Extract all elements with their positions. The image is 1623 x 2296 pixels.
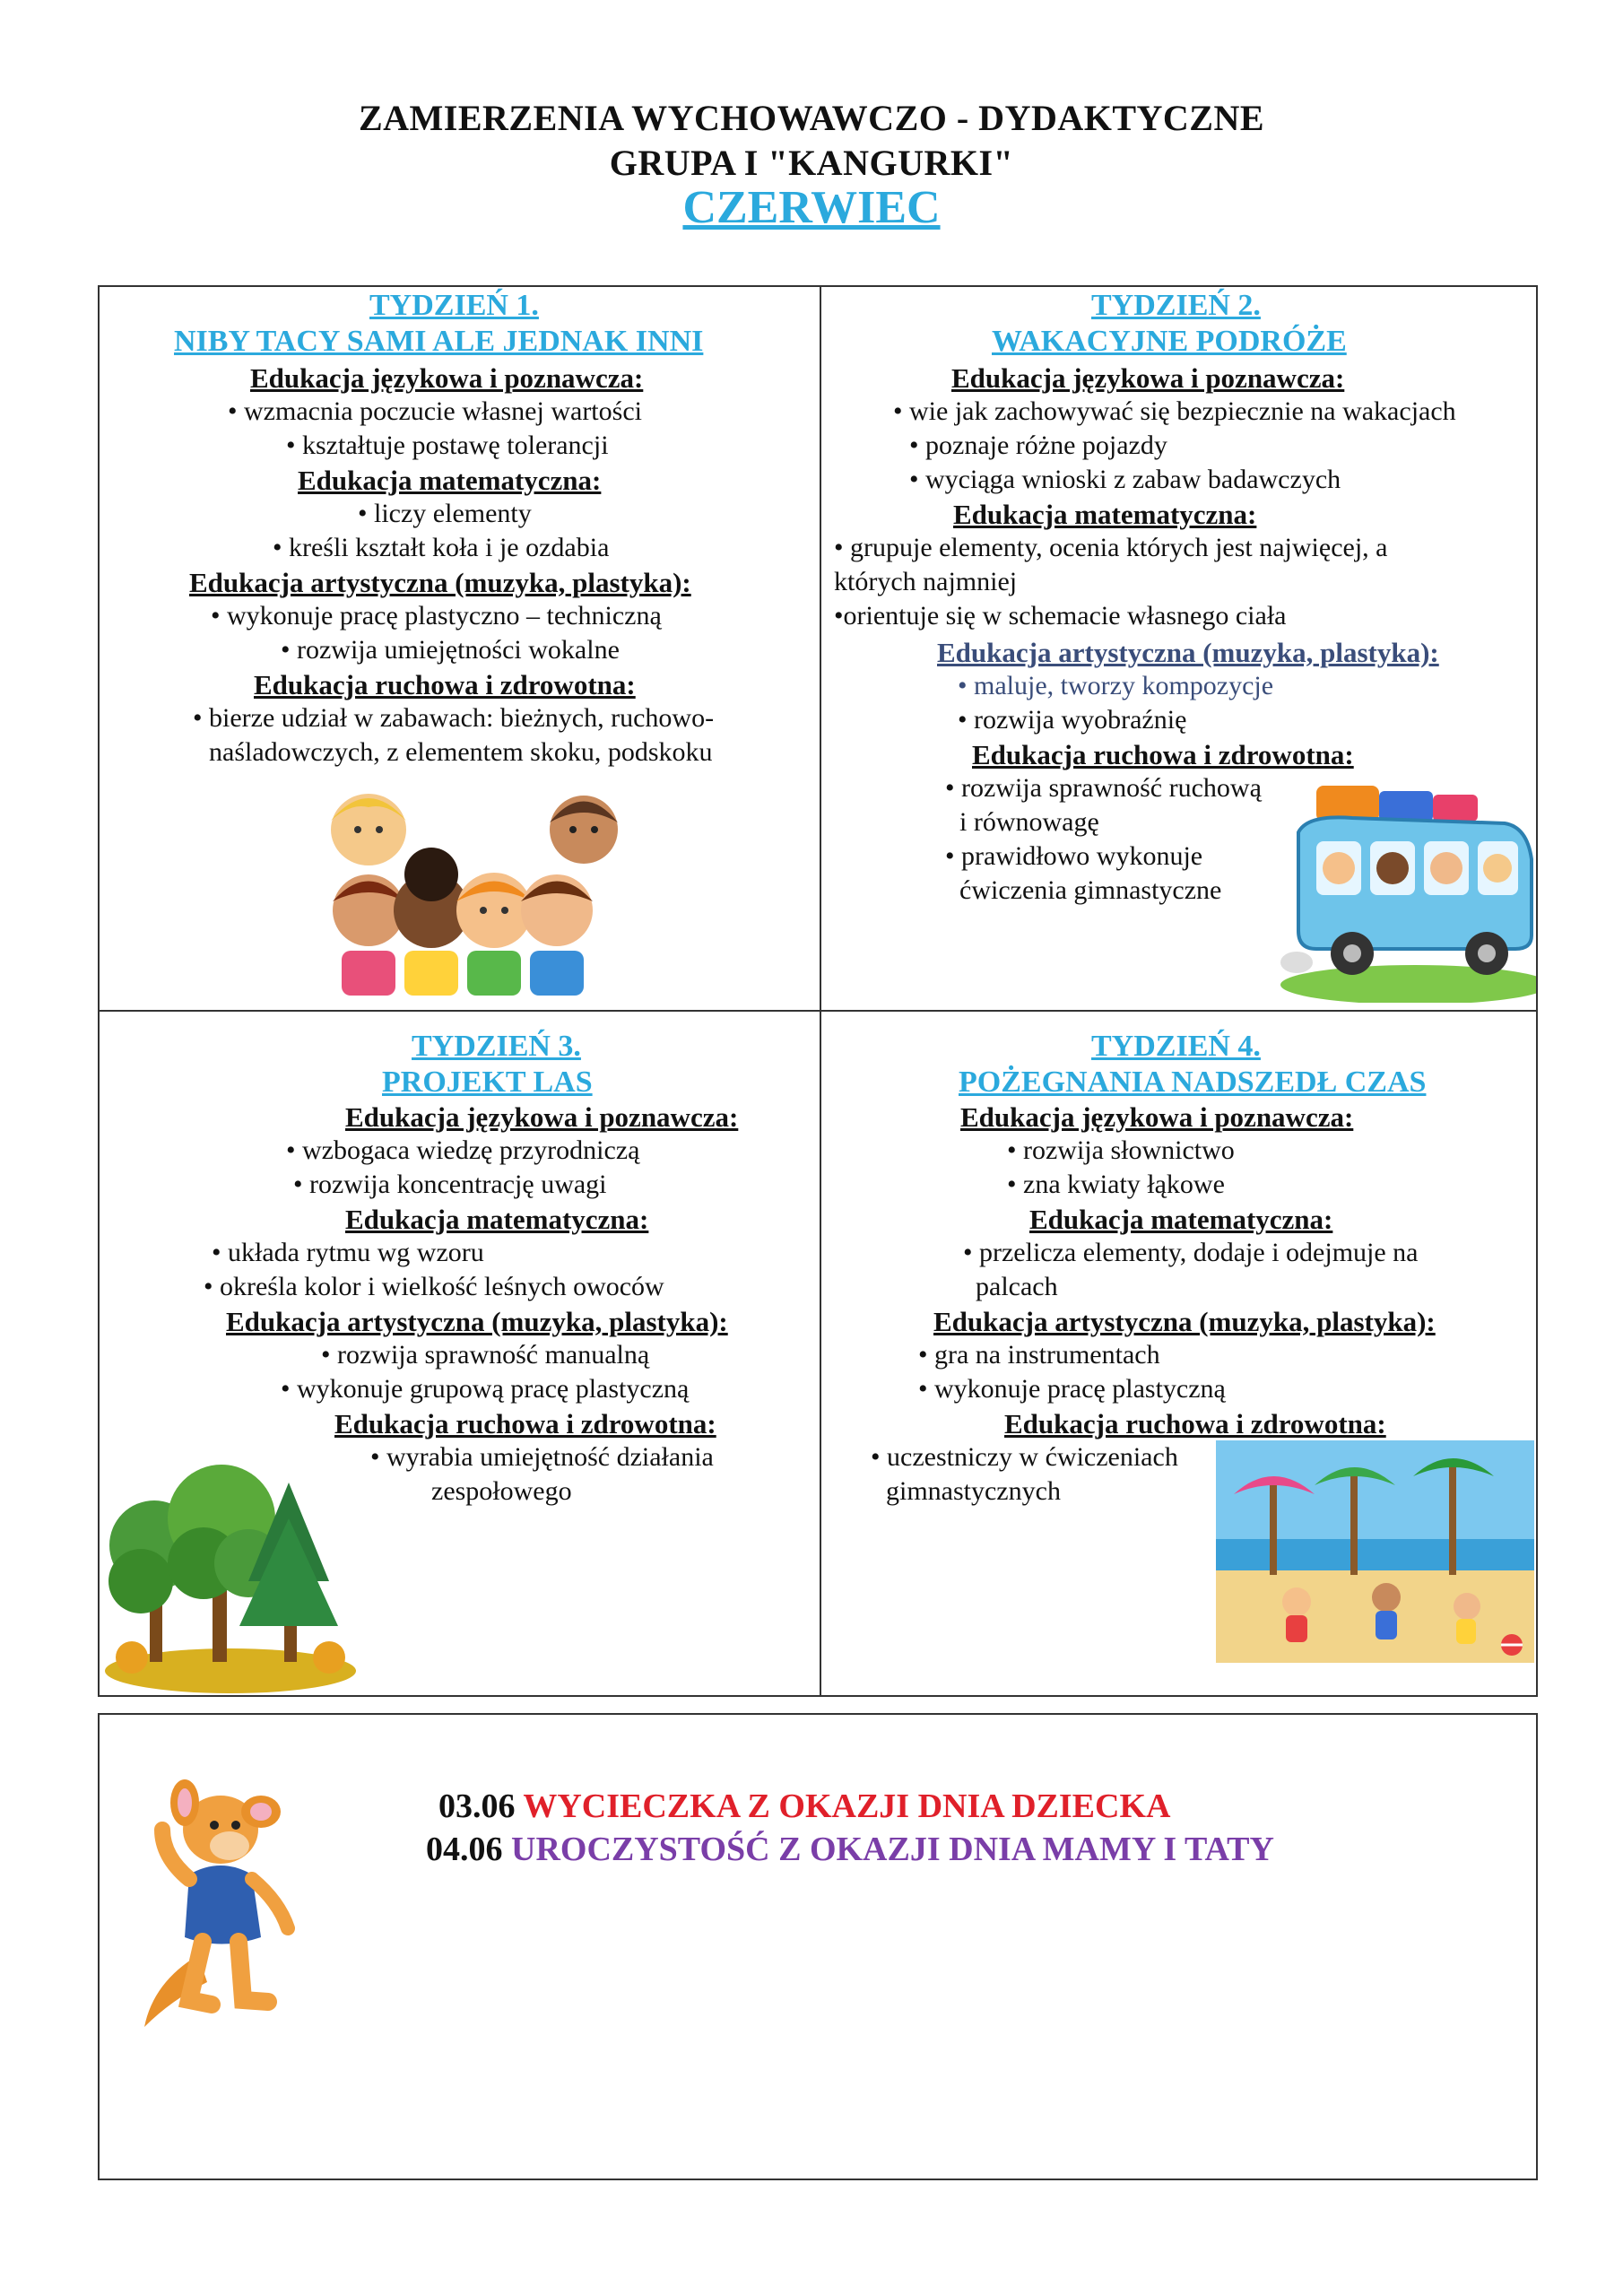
week-1-item: • wykonuje pracę plastyczno – techniczną [211,601,662,631]
event-2-text: UROCZYSTOŚĆ Z OKAZJI DNIA MAMY I TATY [511,1831,1274,1868]
event-2-date: 04.06 [426,1831,503,1868]
week-2-item: • prawidłowo wykonuje [945,841,1203,871]
week-3-item: • układa rytmu wg wzoru [212,1238,484,1267]
week-4-item: • wykonuje pracę plastyczną [918,1374,1226,1404]
week-1-item: • kształtuje postawę tolerancji [286,430,609,460]
week-2-label: TYDZIEŃ 2. [1091,289,1261,322]
week-2-section-arts: Edukacja artystyczna (muzyka, plastyka): [937,637,1439,668]
event-1 [438,1787,1170,1826]
event-1-text: WYCIECZKA Z OKAZJI DNIA DZIECKA [523,1787,1171,1825]
week-2-section-math: Edukacja matematyczna: [953,499,1257,530]
week-2-cell [821,287,1536,1010]
week-1-label: TYDZIEŃ 1. [369,289,539,322]
week-3-item: zespołowego [431,1476,572,1506]
week-1-item: • kreśli kształt koła i je ozdabia [273,533,610,562]
week-1-item: • rozwija umiejętności wokalne [281,635,620,665]
week-4-item: • przelicza elementy, dodaje i odejmuje na [963,1238,1419,1267]
week-2-item: •orientuje się w schemacie własnego ciała [834,601,1287,631]
week-2-item: • rozwija wyobraźnię [958,705,1187,735]
week-4-item: • uczestniczy w ćwiczeniach [871,1442,1178,1472]
week-2-item: • poznaje różne pojazdy [909,430,1167,460]
week-4-section-movement: Edukacja ruchowa i zdrowotna: [1004,1408,1386,1439]
week-3-section-movement: Edukacja ruchowa i zdrowotna: [334,1408,716,1439]
week-4-section-math: Edukacja matematyczna: [1029,1204,1333,1235]
week-2-item: których najmniej [834,567,1018,596]
week-1-cell [100,287,820,1010]
group-name: GRUPA I "KANGURKI" [609,143,1014,183]
week-4-item: • gra na instrumentach [918,1340,1160,1370]
week-2-theme: WAKACYJNE PODRÓŻE [992,325,1347,358]
event-2 [426,1830,1274,1869]
week-2-item: i równowagę [959,807,1099,837]
week-2-item: • rozwija sprawność ruchową [945,773,1262,803]
week-3-section-arts: Edukacja artystyczna (muzyka, plastyka): [226,1306,728,1337]
beach-illustration [1216,1440,1534,1663]
week-4-item: gimnastycznych [886,1476,1061,1506]
week-3-item: • rozwija sprawność manualną [321,1340,650,1370]
week-4-label: TYDZIEŃ 4. [1091,1030,1261,1063]
month-title: CZERWIEC [682,182,941,233]
forest-illustration [105,1447,356,1693]
week-3-item: • wyrabia umiejętność działania [370,1442,714,1472]
week-3-theme: PROJEKT LAS [382,1065,593,1099]
document-title: ZAMIERZENIA WYCHOWAWCZO - DYDAKTYCZNE [358,98,1265,138]
week-1-section-language: Edukacja językowa i poznawcza: [250,362,644,394]
week-1-section-movement: Edukacja ruchowa i zdrowotna: [254,669,636,700]
week-3-section-language: Edukacja językowa i poznawcza: [345,1101,739,1133]
week-4-section-arts: Edukacja artystyczna (muzyka, plastyka): [933,1306,1436,1337]
week-3-item: • wykonuje grupową pracę plastyczną [281,1374,690,1404]
week-2-item: • wyciąga wnioski z zabaw badawczych [909,465,1341,494]
week-2-item: • wie jak zachowywać się bezpiecznie na wakacjach [893,396,1456,426]
week-2-section-language: Edukacja językowa i poznawcza: [951,362,1345,394]
event-1-date: 03.06 [438,1787,516,1825]
bus-illustration [1280,778,1536,1003]
week-3-cell [100,1012,820,1695]
week-2-section-movement: Edukacja ruchowa i zdrowotna: [972,739,1354,770]
kangaroo-roo-illustration [135,1776,297,2045]
week-4-item: • rozwija słownictwo [1007,1135,1235,1165]
week-1-item: • bierze udział w zabawach: bieżnych, ruchowo- [193,703,715,733]
week-4-item: • zna kwiaty łąkowe [1007,1170,1225,1199]
events-box [98,1713,1538,2180]
week-2-item: • maluje, tworzy kompozycje [958,671,1274,700]
week-1-theme: NIBY TACY SAMI ALE JEDNAK INNI [174,325,704,358]
week-3-item: • wzbogaca wiedzę przyrodniczą [286,1135,640,1165]
week-4-cell [821,1012,1536,1695]
children-illustration [315,776,647,1000]
week-2-item: • grupuje elementy, ocenia których jest najwięcej, a [834,533,1388,562]
week-2-item: ćwiczenia gimnastyczne [959,875,1222,905]
week-3-item: • rozwija koncentrację uwagi [293,1170,607,1199]
week-4-item: palcach [976,1272,1058,1301]
week-1-section-arts: Edukacja artystyczna (muzyka, plastyka): [189,567,691,598]
week-1-item: naśladowczych, z elementem skoku, podskoku [209,737,713,767]
week-1-item: • liczy elementy [358,499,532,528]
week-1-item: • wzmacnia poczucie własnej wartości [228,396,642,426]
week-4-section-language: Edukacja językowa i poznawcza: [960,1101,1354,1133]
weekly-plan-grid [98,285,1538,1697]
week-4-theme: POŻEGNANIA NADSZEDŁ CZAS [959,1065,1427,1099]
week-3-label: TYDZIEŃ 3. [412,1030,581,1063]
week-3-section-math: Edukacja matematyczna: [345,1204,649,1235]
week-1-section-math: Edukacja matematyczna: [298,465,602,496]
week-3-item: • określa kolor i wielkość leśnych owoców [204,1272,664,1301]
